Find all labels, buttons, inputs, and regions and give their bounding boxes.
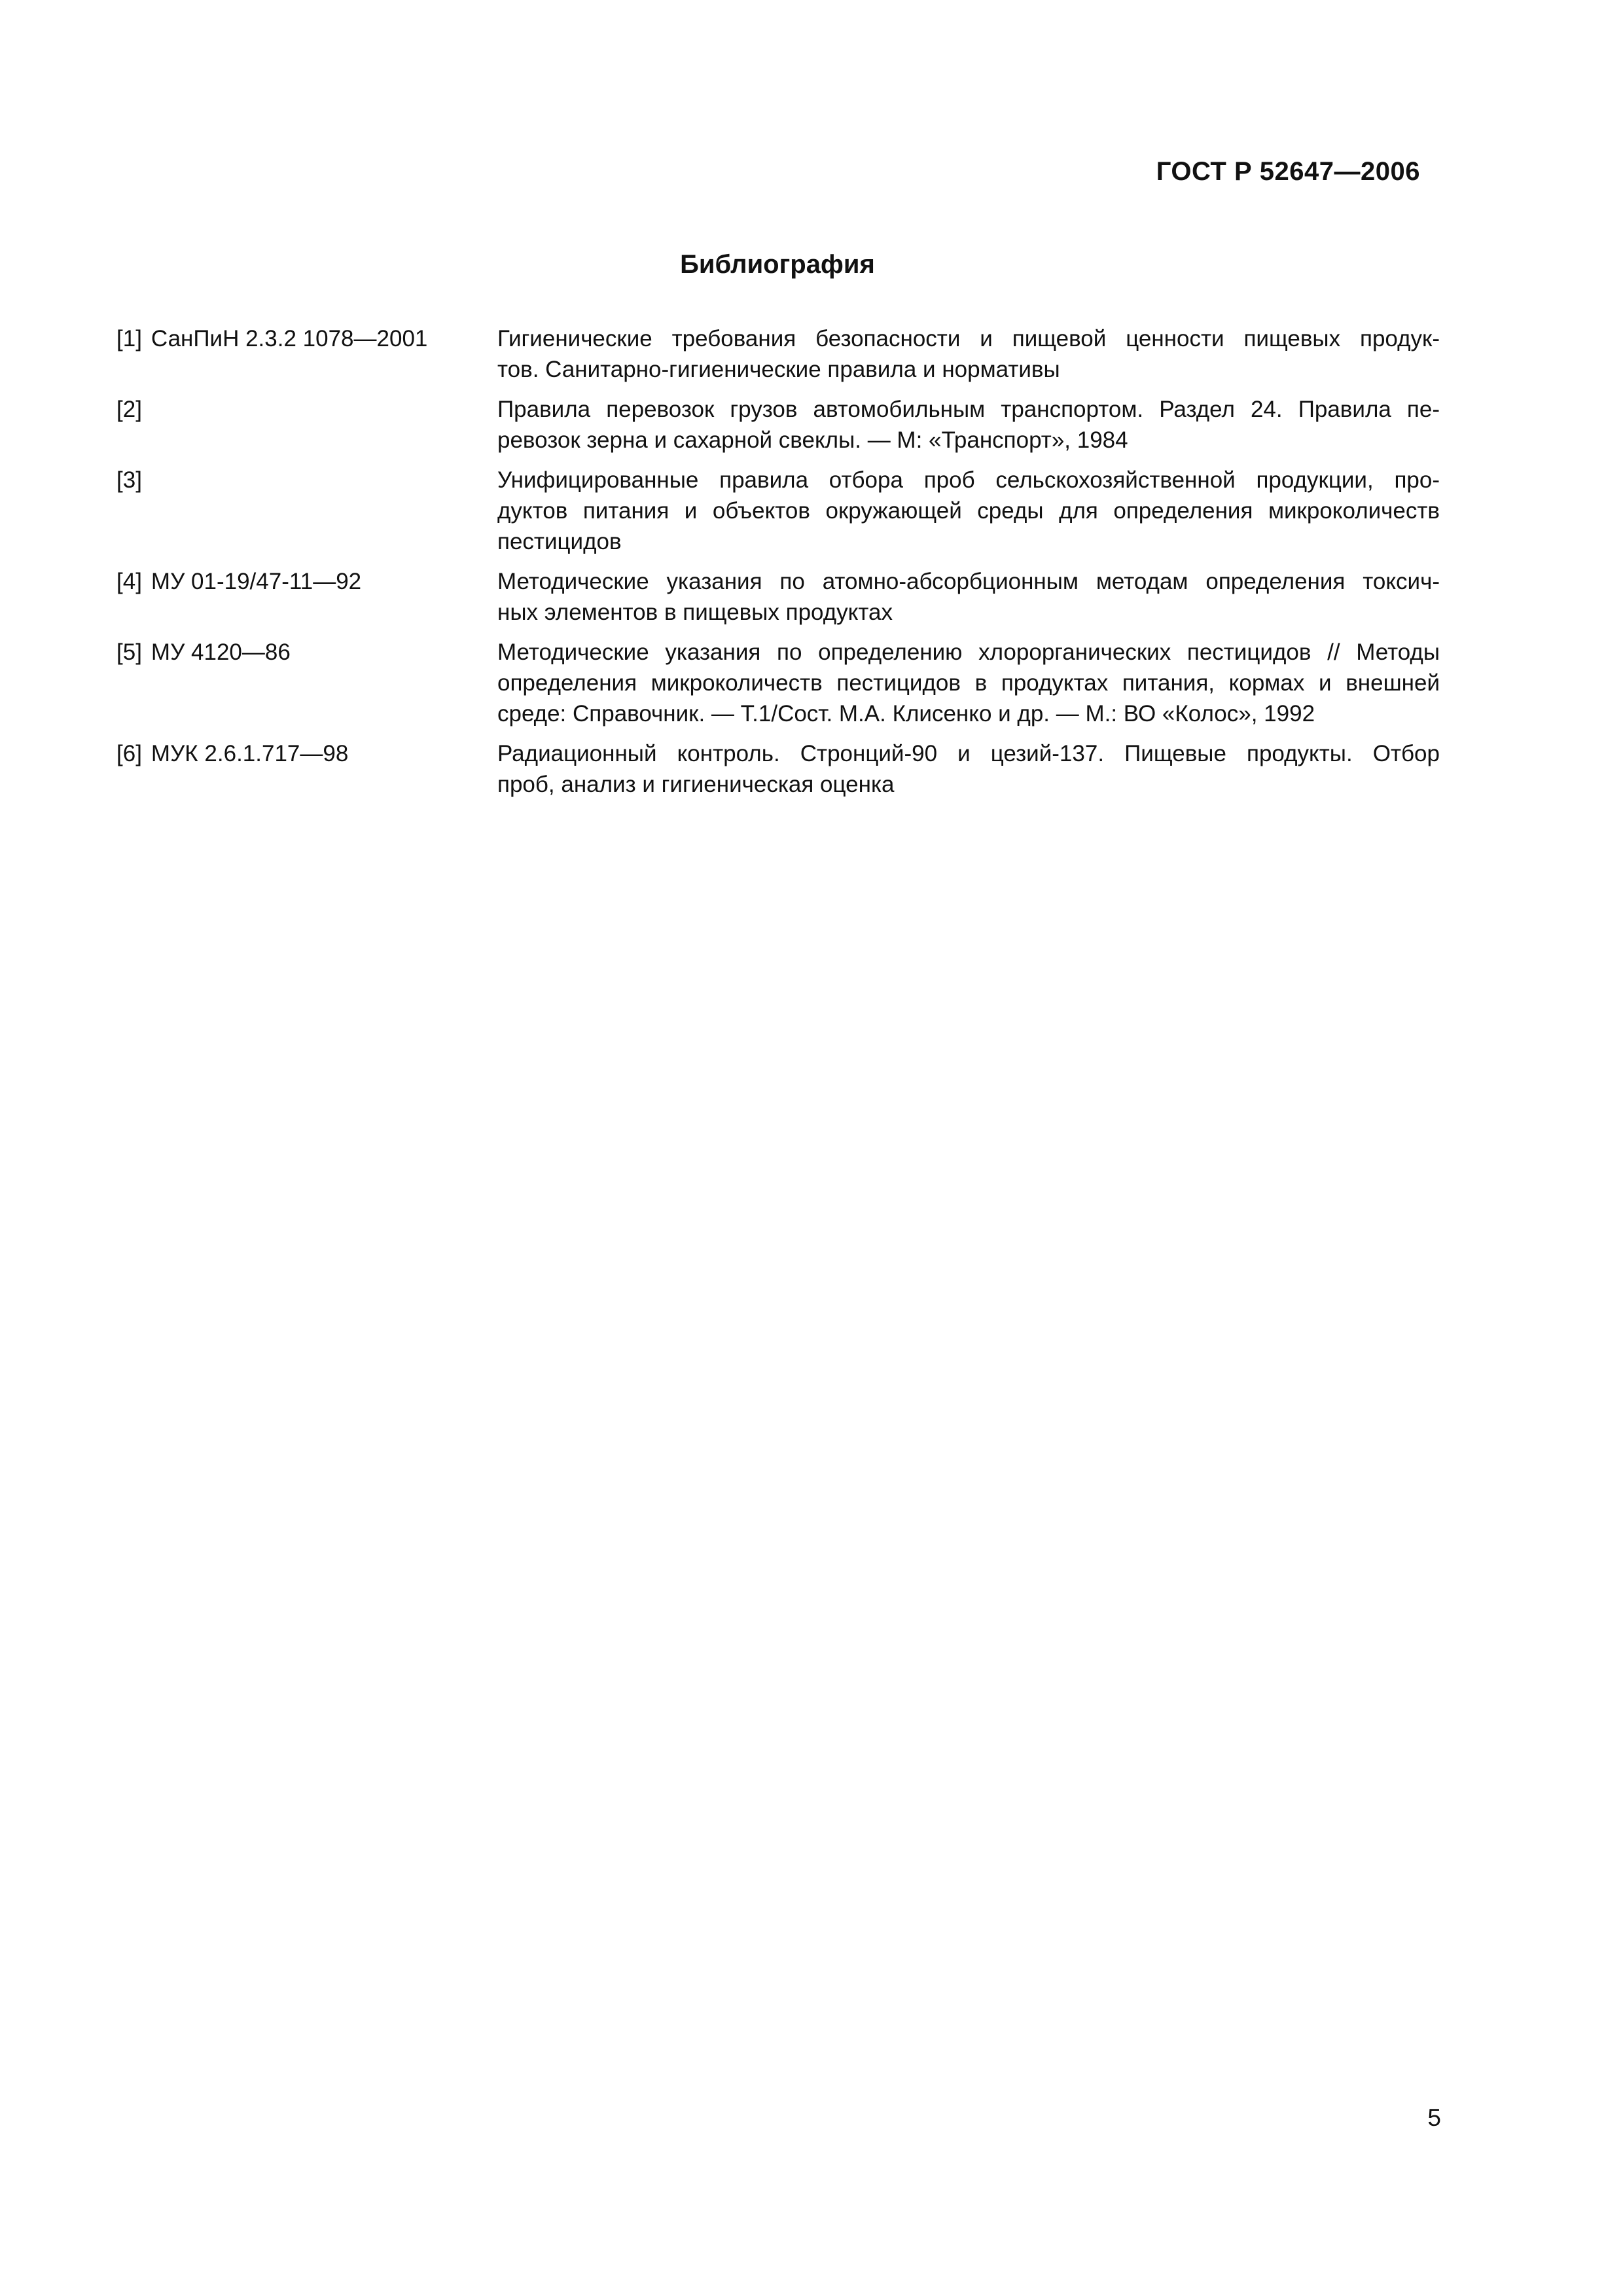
entry-line: Методические указания по определению хлорорганических пестицидов // Методы — [497, 639, 1440, 665]
entry-code: МУ 01-19/47-11—92 — [151, 569, 362, 594]
entry-line: Гигиенические требования безопасности и пищевой ценности пищевых продук- — [497, 326, 1440, 351]
entry-description — [497, 394, 1440, 456]
entry-code: СанПиН 2.3.2 1078—2001 — [151, 326, 428, 351]
entry-code: МУК 2.6.1.717—98 — [151, 741, 349, 766]
entry-number: [2] — [116, 397, 142, 422]
entry-reference — [116, 323, 497, 354]
entry-number: [1] — [116, 326, 142, 351]
entry-reference — [116, 465, 497, 495]
entry-reference — [116, 637, 497, 668]
entry-reference — [116, 566, 497, 597]
entry-line: Методические указания по атомно-абсорбционным методам определения токсич- — [497, 569, 1440, 594]
document-code: ГОСТ Р 52647—2006 — [1156, 157, 1420, 186]
bibliography-list — [116, 323, 1440, 809]
bibliography-entry — [116, 566, 1440, 628]
entry-line: Правила перевозок грузов автомобильным транспортом. Раздел 24. Правила пе- — [497, 397, 1440, 422]
bibliography-entry — [116, 323, 1440, 385]
entry-description — [497, 738, 1440, 800]
entry-number: [5] — [116, 639, 142, 665]
entry-number: [3] — [116, 467, 142, 493]
entry-line: определения микроколичеств пестицидов в продуктах питания, кормах и внешней — [497, 670, 1440, 696]
entry-description — [497, 465, 1440, 557]
bibliography-entry — [116, 738, 1440, 800]
entry-line: дуктов питания и объектов окружающей среды для определения микроколичеств — [497, 498, 1440, 524]
entry-line: Радиационный контроль. Стронций-90 и цезий-137. Пищевые продукты. Отбор — [497, 741, 1440, 766]
bibliography-entry — [116, 465, 1440, 557]
entry-code: МУ 4120—86 — [151, 639, 291, 665]
entry-reference — [116, 394, 497, 425]
entry-number: [6] — [116, 741, 142, 766]
entry-line: ревозок зерна и сахарной свеклы. — М: «Транспорт», 1984 — [497, 427, 1128, 453]
entry-reference — [116, 738, 497, 769]
entry-number: [4] — [116, 569, 142, 594]
entry-line: тов. Санитарно-гигиенические правила и нормативы — [497, 357, 1060, 382]
entry-line: пестицидов — [497, 529, 622, 554]
entry-line: Унифицированные правила отбора проб сельскохозяйственной продукции, про- — [497, 467, 1440, 493]
page-number: 5 — [1427, 2104, 1441, 2131]
bibliography-entry — [116, 394, 1440, 456]
entry-line: ных элементов в пищевых продуктах — [497, 600, 893, 625]
section-title: Библиография — [680, 250, 875, 279]
entry-description — [497, 637, 1440, 729]
entry-line: среде: Справочник. — Т.1/Сост. М.А. Клисенко и др. — М.: ВО «Колос», 1992 — [497, 701, 1315, 726]
entry-description — [497, 566, 1440, 628]
bibliography-entry — [116, 637, 1440, 729]
entry-line: проб, анализ и гигиеническая оценка — [497, 772, 895, 797]
entry-description — [497, 323, 1440, 385]
